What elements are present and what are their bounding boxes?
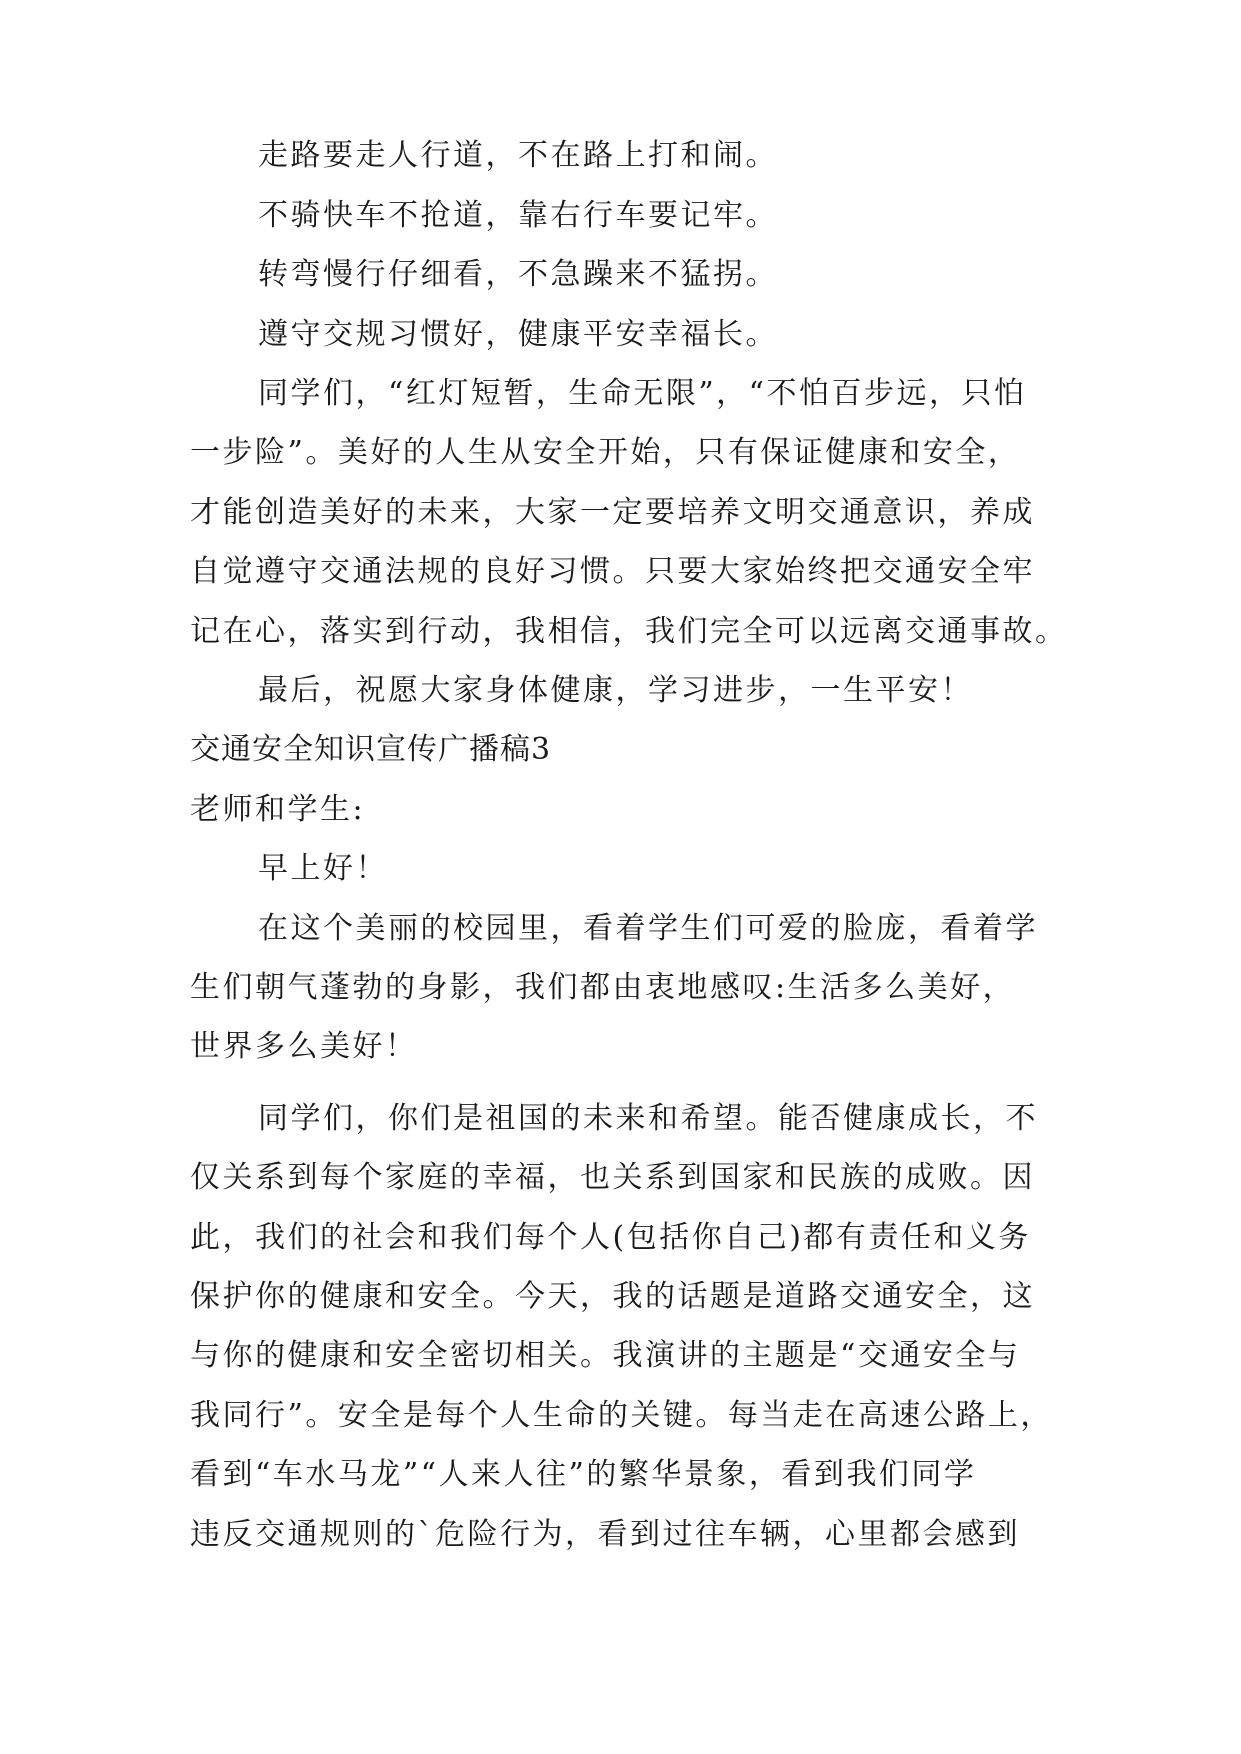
section-heading: 交通安全知识宣传广播稿3 [190, 732, 552, 767]
paragraph-line: 看到“车水马龙”“人来人往”的繁华景象，看到我们同学 [190, 1457, 977, 1492]
poem-line-3: 转弯慢行仔细看，不急躁来不猛拐。 [258, 257, 778, 292]
poem-line-4: 遵守交规习惯好，健康平安幸福长。 [258, 317, 778, 352]
paragraph-line: 同学们，你们是祖国的未来和希望。能否健康成长，不 [258, 1101, 1038, 1136]
poem-line-1: 走路要走人行道，不在路上打和闹。 [258, 138, 778, 173]
paragraph-line: 与你的健康和安全密切相关。我演讲的主题是“交通安全与 [190, 1338, 1021, 1373]
paragraph-line: 违反交通规则的`危险行为，看到过往车辆，心里都会感到 [190, 1517, 1020, 1552]
paragraph-line: 生们朝气蓬勃的身影，我们都由衷地感叹:生活多么美好， [190, 970, 1016, 1005]
paragraph-line: 同学们，“红灯短暂，生命无限”，“不怕百步远，只怕 [258, 376, 1027, 411]
paragraph-line: 在这个美丽的校园里，看着学生们可爱的脸庞，看着学 [258, 911, 1038, 946]
paragraph-line: 记在心，落实到行动，我相信，我们完全可以远离交通事故。 [190, 614, 1068, 649]
paragraph-line: 自觉遵守交通法规的良好习惯。只要大家始终把交通安全牢 [190, 554, 1035, 589]
greeting: 早上好！ [258, 851, 388, 886]
paragraph-line: 此，我们的社会和我们每个人(包括你自己)都有责任和义务 [190, 1220, 1031, 1255]
salutation: 老师和学生: [190, 792, 366, 827]
paragraph-line: 我同行”。安全是每个人生命的关键。每当走在高速公路上， [190, 1398, 1053, 1433]
paragraph-line: 才能创造美好的未来，大家一定要培养文明交通意识，养成 [190, 495, 1035, 530]
paragraph-line: 保护你的健康和安全。今天，我的话题是道路交通安全，这 [190, 1279, 1035, 1314]
paragraph-line: 世界多么美好！ [190, 1029, 418, 1064]
poem-line-2: 不骑快车不抢道，靠右行车要记牢。 [258, 198, 778, 233]
closing-line: 最后，祝愿大家身体健康，学习进步，一生平安！ [258, 673, 973, 708]
paragraph-line: 仅关系到每个家庭的幸福，也关系到国家和民族的成败。因 [190, 1160, 1035, 1195]
paragraph-line: 一步险”。美好的人生从安全开始，只有保证健康和安全， [190, 435, 1021, 470]
